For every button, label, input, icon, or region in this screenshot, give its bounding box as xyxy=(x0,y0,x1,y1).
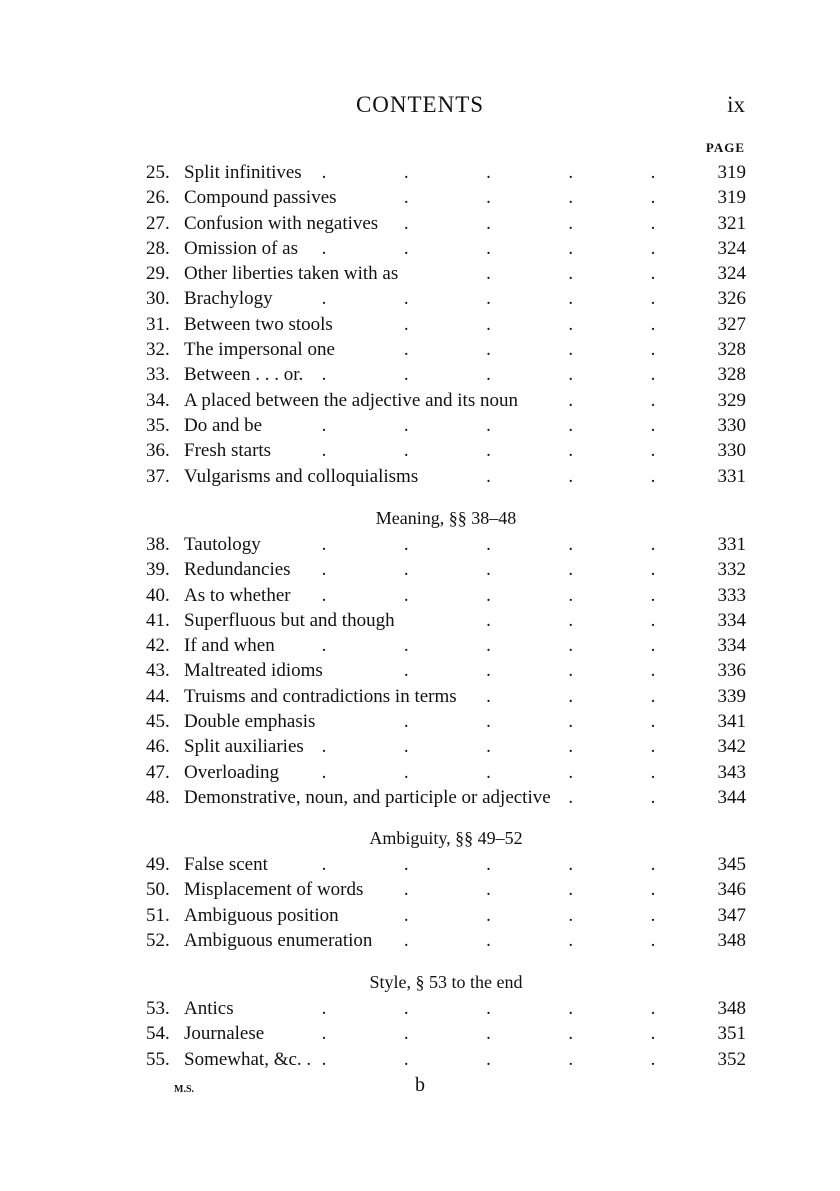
entry-page: 341 xyxy=(717,711,746,733)
entry-number: 54. xyxy=(146,1023,170,1045)
toc-entry xyxy=(146,709,746,734)
toc-entry xyxy=(146,684,746,709)
dot-leader: . . . . . xyxy=(321,440,656,462)
entry-number: 41. xyxy=(146,609,170,631)
entry-title: A placed between the adjective and its noun xyxy=(184,389,518,411)
entry-title: Fresh starts xyxy=(184,440,272,462)
toc-entry xyxy=(146,877,746,902)
toc-entry xyxy=(146,185,746,210)
entry-title: Superfluous but and though xyxy=(184,609,395,631)
toc-entry xyxy=(146,734,746,759)
dot-leader: . . . . . xyxy=(321,559,656,581)
entry-page: 351 xyxy=(717,1023,746,1045)
toc-entry xyxy=(146,160,746,185)
toc-entry xyxy=(146,658,746,683)
page-title: CONTENTS xyxy=(355,92,485,117)
toc-entry xyxy=(146,852,746,877)
dot-leader: . . . . xyxy=(403,212,656,234)
entry-page: 346 xyxy=(717,879,746,901)
entry-title: Vulgarisms and colloquialisms xyxy=(184,465,419,487)
entry-title: Misplacement of words xyxy=(184,879,364,901)
entry-title: Journalese xyxy=(184,1023,265,1045)
dot-leader: . . . . xyxy=(403,660,656,682)
page-column-header: PAGE xyxy=(705,140,745,155)
entry-list xyxy=(146,160,746,489)
toc-entry xyxy=(146,236,746,261)
toc-entry xyxy=(146,337,746,362)
entry-list xyxy=(146,852,746,953)
entry-page: 326 xyxy=(717,288,746,310)
toc-entry xyxy=(146,1021,746,1046)
page-folio: ix xyxy=(727,92,745,117)
entry-page: 348 xyxy=(717,929,746,951)
entry-title: Split auxiliaries xyxy=(184,736,304,758)
entry-title: Between . . . or. xyxy=(184,364,304,386)
entry-number: 51. xyxy=(146,904,170,926)
toc-entry xyxy=(146,362,746,387)
toc-entry xyxy=(146,608,746,633)
toc-entry xyxy=(146,903,746,928)
entry-title: Split infinitives xyxy=(184,162,302,183)
toc-entry xyxy=(146,312,746,337)
entry-page: 328 xyxy=(717,364,746,386)
entry-page: 339 xyxy=(717,685,746,707)
entry-title: Redundancies xyxy=(184,559,291,581)
entry-number: 39. xyxy=(146,559,170,581)
dot-leader: . . . . . xyxy=(321,364,656,386)
entry-number: 31. xyxy=(146,313,170,335)
dot-leader: . . xyxy=(568,786,656,808)
toc-entry xyxy=(146,760,746,785)
toc-entry xyxy=(146,928,746,953)
entry-page: 324 xyxy=(717,263,746,285)
entry-page: 330 xyxy=(717,414,746,436)
entry-number: 27. xyxy=(146,212,170,234)
entry-number: 26. xyxy=(146,187,170,209)
entry-page: 328 xyxy=(717,339,746,361)
toc-entry xyxy=(146,785,746,810)
entry-title: Antics xyxy=(184,998,234,1019)
entry-number: 48. xyxy=(146,786,170,808)
entry-page: 319 xyxy=(717,187,746,209)
signature-mark: M.S. xyxy=(174,1084,194,1095)
dot-leader: . . . . . xyxy=(321,635,656,657)
entry-number: 52. xyxy=(146,929,170,951)
entry-page: 334 xyxy=(717,609,746,631)
entry-page: 319 xyxy=(717,162,746,183)
entry-title: Brachylogy xyxy=(184,288,273,310)
entry-page: 342 xyxy=(717,736,746,758)
dot-leader: . . xyxy=(568,389,656,411)
toc-entry xyxy=(146,261,746,286)
dot-leader: . . . . . xyxy=(321,414,656,436)
dot-leader: . . . . . xyxy=(321,237,656,259)
entry-page: 324 xyxy=(717,237,746,259)
entry-page: 345 xyxy=(717,854,746,875)
entry-title: As to whether xyxy=(184,584,291,606)
entry-number: 30. xyxy=(146,288,170,310)
entry-title: If and when xyxy=(184,635,275,657)
entry-number: 34. xyxy=(146,389,170,411)
dot-leader: . . . . . xyxy=(321,1048,656,1070)
entry-number: 35. xyxy=(146,414,170,436)
entry-number: 47. xyxy=(146,761,170,783)
dot-leader: . . . xyxy=(486,685,656,707)
entry-page: 332 xyxy=(717,559,746,581)
entry-page: 344 xyxy=(717,786,746,808)
toc-entry xyxy=(146,438,746,463)
dot-leader: . . . . xyxy=(403,187,656,209)
dot-leader: . . . . . xyxy=(321,534,656,555)
dot-leader: . . . xyxy=(486,609,656,631)
entry-page: 331 xyxy=(717,534,746,555)
section-heading: Ambiguity, §§ 49–52 xyxy=(369,828,523,848)
toc-entry xyxy=(146,583,746,608)
toc-entry xyxy=(146,532,746,557)
entry-number: 25. xyxy=(146,162,170,183)
entry-number: 33. xyxy=(146,364,170,386)
entry-title: Ambiguous enumeration xyxy=(184,929,373,951)
entry-title: Other liberties taken with as xyxy=(184,263,399,285)
entry-page: 347 xyxy=(717,904,746,926)
entry-title: Somewhat, &c. . xyxy=(184,1048,312,1070)
entry-page: 330 xyxy=(717,440,746,462)
entry-number: 38. xyxy=(146,534,170,555)
section-heading: Style, § 53 to the end xyxy=(369,972,523,992)
dot-leader: . . . . . xyxy=(321,854,656,875)
entry-page: 343 xyxy=(717,761,746,783)
entry-title: Maltreated idioms xyxy=(184,660,323,682)
entry-page: 321 xyxy=(717,212,746,234)
entry-title: Overloading xyxy=(184,761,279,783)
toc-entry xyxy=(146,413,746,438)
entry-page: 336 xyxy=(717,660,746,682)
entry-title: Double emphasis xyxy=(184,711,316,733)
entry-page: 334 xyxy=(717,635,746,657)
entry-number: 45. xyxy=(146,711,170,733)
entry-number: 49. xyxy=(146,854,170,875)
dot-leader: . . . . xyxy=(403,313,656,335)
toc-entry xyxy=(146,996,746,1021)
entry-page: 327 xyxy=(717,313,746,335)
entry-title: Tautology xyxy=(184,534,261,555)
entry-title: The impersonal one xyxy=(184,339,335,361)
entry-page: 329 xyxy=(717,389,746,411)
entry-number: 53. xyxy=(146,998,170,1019)
entry-page: 348 xyxy=(717,998,746,1019)
toc-entry xyxy=(146,557,746,582)
entry-number: 46. xyxy=(146,736,170,758)
dot-leader: . . . . xyxy=(403,904,656,926)
entry-number: 50. xyxy=(146,879,170,901)
entry-title: Omission of as xyxy=(184,237,298,259)
toc-entry xyxy=(146,633,746,658)
entry-title: False scent xyxy=(184,854,268,875)
entry-number: 55. xyxy=(146,1048,170,1070)
dot-leader: . . . . . xyxy=(321,736,656,758)
dot-leader: . . . . . xyxy=(321,761,656,783)
entry-number: 32. xyxy=(146,339,170,361)
entry-number: 40. xyxy=(146,584,170,606)
dot-leader: . . . xyxy=(486,465,656,487)
dot-leader: . . . . . xyxy=(321,998,656,1019)
entry-title: Compound passives xyxy=(184,187,337,209)
entry-title: Truisms and contradictions in terms xyxy=(184,685,457,707)
entry-title: Demonstrative, noun, and participle or adjective xyxy=(184,786,551,808)
entry-list xyxy=(146,532,746,810)
toc-entry xyxy=(146,1047,746,1072)
entry-number: 28. xyxy=(146,237,170,259)
entry-number: 37. xyxy=(146,465,170,487)
dot-leader: . . . . . xyxy=(321,162,656,183)
entry-title: Confusion with negatives xyxy=(184,212,379,234)
dot-leader: . . . . xyxy=(403,339,656,361)
entry-number: 43. xyxy=(146,660,170,682)
toc-entry xyxy=(146,211,746,236)
dot-leader: . . . . xyxy=(403,879,656,901)
dot-leader: . . . . xyxy=(403,929,656,951)
entry-page: 331 xyxy=(717,465,746,487)
entry-page: 333 xyxy=(717,584,746,606)
toc-entry xyxy=(146,464,746,489)
toc-entry xyxy=(146,286,746,311)
section-heading: Meaning, §§ 38–48 xyxy=(375,508,517,528)
entry-number: 42. xyxy=(146,635,170,657)
dot-leader: . . . . . xyxy=(321,1023,656,1045)
signature-letter: b xyxy=(415,1074,425,1096)
toc-entry xyxy=(146,388,746,413)
entry-page: 352 xyxy=(717,1048,746,1070)
entry-title: Do and be xyxy=(184,414,263,436)
dot-leader: . . . . . xyxy=(321,584,656,606)
entry-title: Ambiguous position xyxy=(184,904,339,926)
entry-list xyxy=(146,996,746,1072)
entry-number: 44. xyxy=(146,685,170,707)
entry-number: 29. xyxy=(146,263,170,285)
dot-leader: . . . . . xyxy=(321,288,656,310)
dot-leader: . . . xyxy=(486,263,656,285)
dot-leader: . . . . xyxy=(403,711,656,733)
entry-title: Between two stools xyxy=(184,313,333,335)
entry-number: 36. xyxy=(146,440,170,462)
